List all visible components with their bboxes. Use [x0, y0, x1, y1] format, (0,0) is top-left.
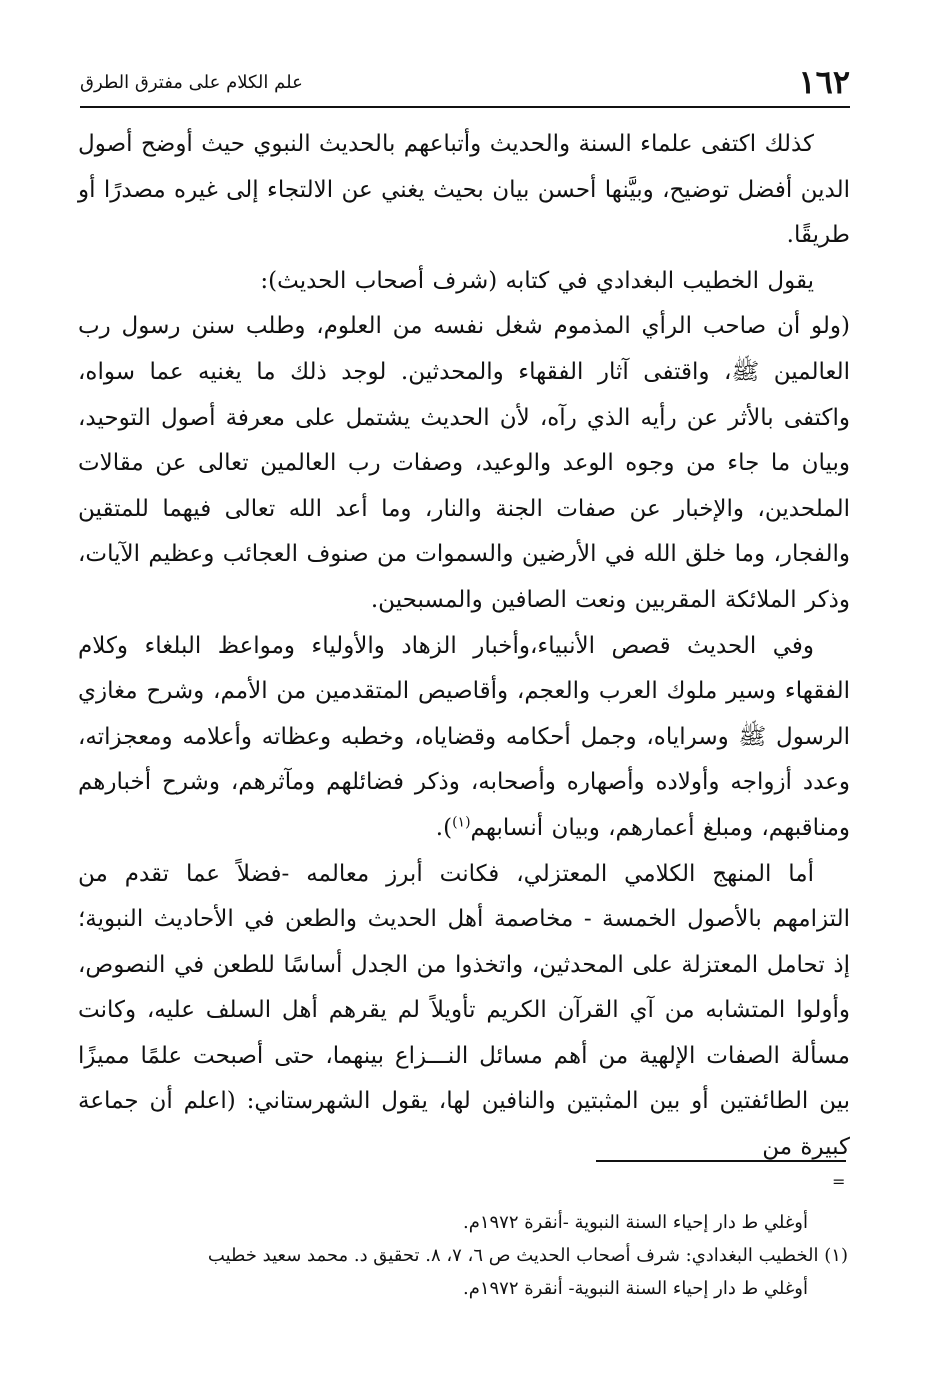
footnote-reference-1[interactable]: (١) [452, 814, 471, 831]
paragraph-2: يقول الخطيب البغدادي في كتابه (شرف أصحاب الحديث): [260, 267, 814, 294]
main-text [78, 122, 850, 1171]
footnotes [80, 1206, 848, 1305]
footnote-carryover: أوغلي ط دار إحياء السنة النبوية -أنقرة ١٩٧٢م. [462, 1212, 808, 1233]
running-header-title: علم الكلام على مفترق الطرق [80, 72, 303, 93]
footnote-continuation-mark: = [832, 1172, 846, 1191]
footnote-divider [596, 1160, 846, 1162]
paragraph-4-closing: ). [435, 814, 453, 841]
paragraph-4-text: وفي الحديث قصص الأنبياء،وأخبار الزهاد والأولياء ومواعظ البلغاء وكلام الفقهاء وسير ملوك العرب والعجم، وأقاصيص المتقدمين من الأمم، وشرح مغازي الرسول ﷺ وسراياه، وجمل أحكامه وقضاياه، وخطبه وعظاته وأعلامه ومعجزاته، وعدد أزواجه وأولاده وأصهاره وأصحابه، وذكر فضائلهم ومآثرهم، وشرح أخبارهم ومناقبهم، ومبلغ أعمارهم، وبيان أنسابهم [78, 632, 851, 841]
paragraph-3-quotation: (ولو أن صاحب الرأي المذموم شغل نفسه من العلوم، وطلب سنن رسول رب العالمين ﷺ، واقتفى آثار الفقهاء والمحدثين. لوجد ذلك ما يغنيه عما سواه، واكتفى بالأثر عن رأيه الذي رآه، لأن الحديث يشتمل على معرفة أصول التوحيد، وبيان ما جاء من وجوه الوعد والوعيد، وصفات رب العالمين تعالى عن مقالات الملحدين، والإخبار عن صفات الجنة والنار، وما أعد الله تعالى فيهما للمتقين والفجار، وما خلق الله في الأرضين والسموات من صنوف العجائب وعظيم الآيات، وذكر الملائكة المقربين ونعت الصافين والمسبحين. [78, 313, 850, 613]
paragraph-4-quotation [78, 624, 850, 852]
page-number: ١٦٢ [798, 63, 850, 101]
paragraph-5: أما المنهج الكلامي المعتزلي، فكانت أبرز معالمه -فضلاً عما تقدم من التزامهم بالأصول الخمسة - مخاصمة أهل الحديث والطعن في الأحاديث النبوية؛ إذ تحامل المعتزلة على المحدثين، واتخذوا من الجدل أساسًا للطعن في النصوص، وأولوا المتشابه من آي القرآن الكريم تأويلاً لم يقرهم أهل السلف عليه، وكانت مسألة الصفات الإلهية من أهم مسائل النـــزاع بينهما، حتى أصبحت علمًا مميزًا بين الطائفتين أو بين المثبتين والنافين لها، يقول الشهرستاني: (اعلم أن جماعة كبيرة من [78, 860, 850, 1161]
paragraph-1: كذلك اكتفى علماء السنة والحديث وأتباعهم بالحديث النبوي حيث أوضح أصول الدين أفضل توضيح، وبيَّنها أحسن بيان بحيث يغني عن الالتجاء إلى غيره مصدرًا أو طريقًا. [78, 131, 850, 249]
footnote-1-line-1: (١) الخطيب البغدادي: شرف أصحاب الحديث ص ٦، ٧، ٨. تحقيق د. محمد سعيد خطيب [207, 1245, 848, 1266]
footnote-1-line-2: أوغلي ط دار إحياء السنة النبوية- أنقرة ١٩٧٢م. [462, 1278, 808, 1299]
header-divider [80, 106, 850, 108]
